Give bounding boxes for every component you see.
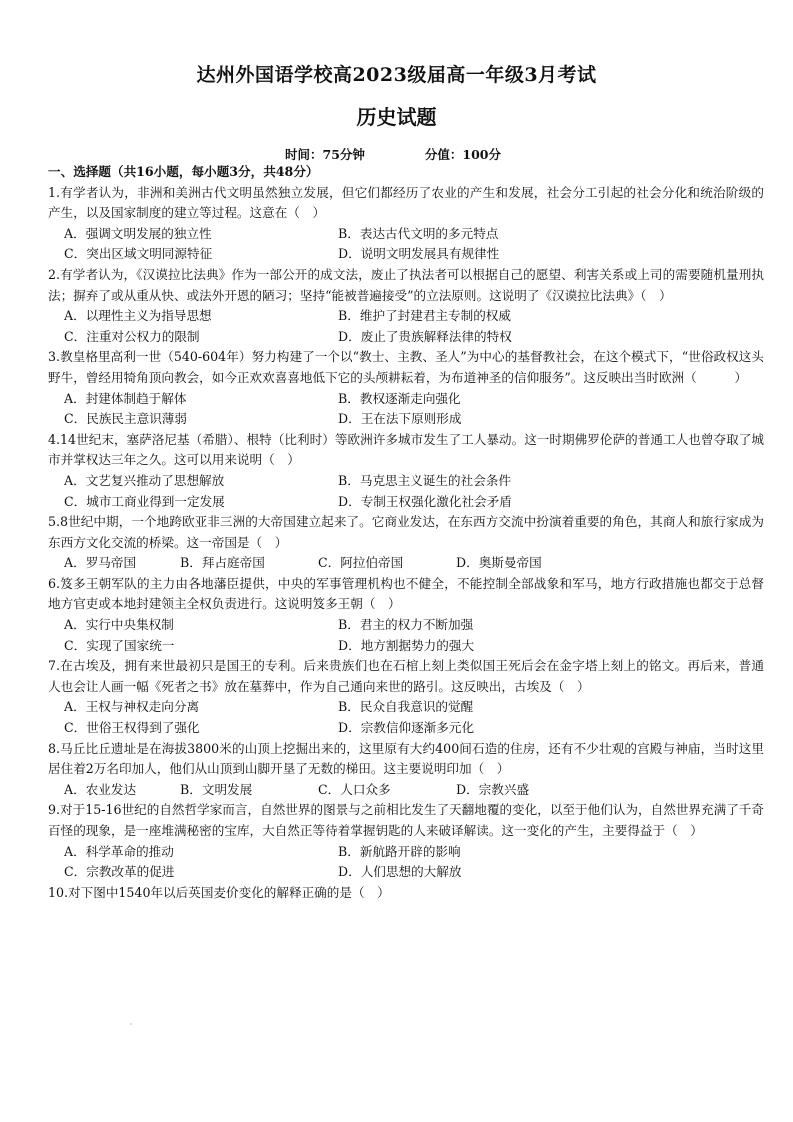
option-d: D．说明文明发展具有规律性: [338, 246, 500, 262]
option-c: C．突出区域文明同源特征: [64, 246, 213, 262]
question-stem: 9.对于15-16世纪的自然哲学家而言，自然世界的图景与之前相比发生了天翻地覆的变化，以至于他们认为，自然世界充满了千奇百怪的现象，是一座堆满秘密的宝库，大自然正等待着掌握钥匙的人来破译解读。这一变化的产生，主要得益于（ ）: [48, 802, 764, 838]
option-d: D．人们思想的大解放: [338, 864, 462, 880]
option-a: A．农业发达: [64, 781, 137, 797]
option-list: [48, 615, 764, 656]
option-a: A．以理性主义为指导思想: [64, 308, 212, 324]
question-stem: 7.在古埃及，拥有来世最初只是国王的专利。后来贵族们也在石棺上刻上类似国王死后会在金字塔上刻上的铭文。再后来，普通人也会让人画一幅《死者之书》放在墓葬中，作为自己通向来世的路引。这反映出，古埃及（ ）: [48, 658, 764, 694]
option-b: B．新航路开辟的影响: [338, 843, 461, 859]
option-a: A．文艺复兴推动了思想解放: [64, 472, 225, 488]
question-stem: 10.对下图中1540年以后英国麦价变化的解释正确的是（ ）: [48, 884, 390, 900]
option-a: A．王权与神权走向分离: [64, 699, 200, 715]
option-list: [48, 842, 764, 883]
exam-title: 达州外国语学校高2023级届高一年级3月考试: [196, 64, 597, 86]
option-d: D．宗教信仰逐渐多元化: [338, 720, 475, 736]
option-b: B．君主的权力不断加强: [338, 617, 474, 633]
question-stem: 1.有学者认为，非洲和美洲古代文明虽然独立发展，但它们都经历了农业的产生和发展，社会分工引起的社会分化和统治阶级的产生，以及国家制度的建立等过程。这意在（ ）: [48, 184, 764, 221]
section-heading: 一、选择题（共16小题，每小题3分，共48分）: [48, 164, 319, 179]
option-list: [48, 389, 764, 430]
option-d: D．宗教兴盛: [456, 781, 530, 797]
option-c: C．世俗王权得到了强化: [64, 720, 200, 736]
option-d: D．地方割据势力的强大: [338, 637, 475, 653]
exam-score: 分值：100分: [424, 147, 501, 162]
option-a: A．科学革命的推动: [64, 843, 174, 859]
question-stem: 2.有学者认为，《汉谟拉比法典》作为一部公开的成文法，废止了执法者可以根据自己的愿望、利害关系或上司的需要随机量刑执法；摒弃了或从重从快、或法外开恩的陋习；坚持“能被普遍接受”的立法原则。这说明了《汉谟拉比法典》（ ）: [48, 266, 764, 303]
option-b: B．表达古代文明的多元特点: [338, 225, 499, 241]
option-d: D．专制王权强化激化社会矛盾: [338, 493, 512, 509]
option-c: C．注重对公权力的限制: [64, 328, 200, 344]
option-a: A．强调文明发展的独立性: [64, 225, 212, 241]
option-b: B．民众自我意识的觉醒: [338, 699, 474, 715]
option-a: A．罗马帝国: [64, 555, 137, 571]
question-stem: 6.笈多王朝军队的主力由各地藩臣提供，中央的军事管理机构也不健全，不能控制全部战象和军马，地方行政措施也都交于总督地方官吏或本地封建领主全权负责进行。这说明笈多王朝（ ）: [48, 575, 764, 612]
option-list: [48, 780, 764, 801]
question-stem: 4.14世纪末，塞萨洛尼基（希腊）、根特（比利时）等欧洲许多城市发生了工人暴动。这一时期佛罗伦萨的普通工人也曾夺取了城市并掌权达三年之久。这可以用来说明（ ）: [48, 431, 764, 468]
questions-area: [48, 162, 764, 903]
scan-speck: [130, 1023, 132, 1025]
option-c: C．阿拉伯帝国: [318, 555, 404, 571]
question-stem: 3.教皇格里高利一世（540-604年）努力构建了一个以“教士、主教、圣人”为中心的基督教社会，在这个模式下，“世俗政权这头野牛，曾经用犄角顶向教会，如今正欢欢喜喜地低下它的头颅耕耘着，为布道神圣的信仰服务”。这反映出当时欧洲（ ）: [48, 349, 764, 385]
option-list: [48, 553, 764, 574]
option-b: B．教权逐渐走向强化: [338, 390, 461, 406]
option-d: D．王在法下原则形成: [338, 411, 462, 427]
option-c: C．实现了国家统一: [64, 637, 175, 653]
question-stem: 5.8世纪中期，一个地跨欧亚非三洲的大帝国建立起来了。它商业发达，在东西方交流中扮演着重要的角色，其商人和旅行家成为东西方文化交流的桥梁。这一帝国是（ ）: [48, 514, 764, 550]
option-list: [48, 224, 764, 265]
option-c: C．人口众多: [318, 781, 391, 797]
exam-subtitle: 历史试题: [356, 105, 437, 129]
option-a: A．实行中央集权制: [64, 617, 174, 633]
option-b: B．拜占庭帝国: [180, 555, 265, 571]
question-stem: 8.马丘比丘遗址是在海拔3800米的山顶上挖掘出来的，这里原有大约400间石造的住房，还有不少壮观的宫殿与神庙，当时这里居住着2万名印加人，他们从山顶到山脚开垦了无数的梯田。这主要说明印加（ ）: [48, 740, 764, 777]
option-c: C．民族民主意识薄弱: [64, 411, 187, 427]
option-list: [48, 306, 764, 347]
option-a: A．封建体制趋于解体: [64, 390, 187, 406]
option-list: [48, 697, 764, 738]
option-b: B．维护了封建君主专制的权威: [338, 308, 511, 324]
option-b: B．马克思主义诞生的社会条件: [338, 472, 511, 488]
option-c: C．城市工商业得到一定发展: [64, 493, 225, 509]
option-d: D．废止了贵族解释法律的特权: [338, 328, 512, 344]
option-d: D．奥斯曼帝国: [456, 555, 542, 571]
option-c: C．宗教改革的促进: [64, 864, 175, 880]
option-b: B．文明发展: [180, 781, 253, 797]
exam-time: 时间：75分钟: [285, 147, 365, 162]
option-list: [48, 471, 764, 512]
